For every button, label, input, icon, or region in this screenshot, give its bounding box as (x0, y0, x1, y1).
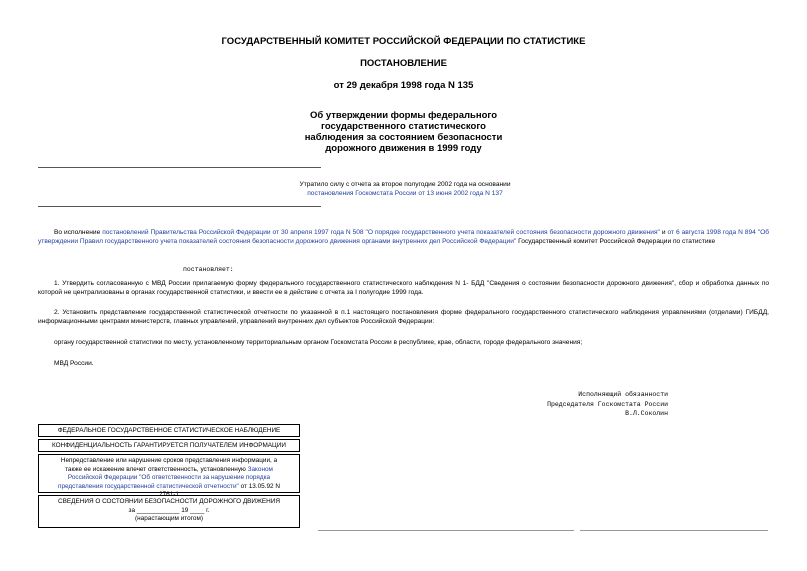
form-rule-right (580, 530, 768, 531)
form-rule-middle (318, 530, 574, 531)
title-line: Об утверждении формы федерального (309, 110, 498, 121)
intro-text: и (659, 229, 668, 236)
signature-organization: Председателя Госкомстата России (547, 400, 668, 408)
report-period: за ____________ 19 ____ г. (128, 506, 210, 514)
intro-text: Во исполнение (54, 229, 103, 236)
signature-name: В.Л.Соколин (625, 410, 668, 417)
document-title (0, 110, 807, 154)
form-box-federal-observation (38, 424, 300, 437)
signature-block (468, 390, 668, 419)
form-box-text: от 13.05.92 N 2761-1 (159, 482, 280, 499)
form-box-text: Непредставление или нарушение сроков представления информации, а также ее искажение влечет ответственность, установленную (60, 457, 278, 473)
clause-2: 2. Установить представление государственной статистической отчетности по указанной в п.1 настоящего постановления форме федерального государственного статистического наблюдения управлениями (отделами) ГИБДД, информационными центрами министерств, главных управлений, управлений внутренних дел субъектов Российской Федерации: (38, 309, 769, 326)
clause-1: 1. Утвердить согласованную с МВД России прилагаемую форму федерального государственного статистического наблюдения N 1- БДД "Сведения о состоянии безопасности дорожного движения", сбор и обработка данных по которой не централизованы в органах государственной статистики, и ввести ее в действие с отчета за I полугодие 1999 года. (38, 280, 769, 297)
committee-heading: ГОСУДАРСТВЕННЫЙ КОМИТЕТ РОССИЙСКОЙ ФЕДЕРАЦИИ ПО СТАТИСТИКЕ (221, 36, 586, 47)
divider-bottom (38, 206, 321, 207)
form-box-confidentiality (38, 439, 300, 452)
title-line: государственного статистического (321, 121, 486, 132)
form-box-text: КОНФИДЕНЦИАЛЬНОСТЬ ГАРАНТИРУЕТСЯ ПОЛУЧАТЕЛЕМ ИНФОРМАЦИИ (52, 442, 286, 449)
form-box-liability (38, 454, 300, 499)
clause-2-recipient-1: органу государственной статистики по месту, установленному территориальным органом Госкомстата России в республике, крае, области, городе федерального значения; (54, 339, 583, 346)
status-note-text: Утратило силу с отчета за второе полугодие 2002 года на основании (299, 181, 511, 188)
date-and-number: от 29 декабря 1998 года N 135 (333, 80, 474, 91)
report-period-note: (нарастающим итогом) (135, 515, 203, 523)
divider-top (38, 167, 321, 168)
status-note (240, 180, 570, 198)
clause-2-recipient-2: МВД России. (54, 360, 94, 367)
document-type: ПОСТАНОВЛЕНИЕ (360, 58, 447, 69)
intro-paragraph (38, 228, 769, 246)
signature-position: Исполняющий обязанности (578, 391, 668, 398)
form-box-report-title (38, 495, 300, 528)
resolves-label: постановляет: (183, 266, 234, 273)
government-decree-link-1[interactable]: постановлений Правительства Российской Федерации от 30 апреля 1997 года N 508 "О порядке государственного учета показателей состояния безопасности дорожного движения" (102, 229, 660, 236)
report-title: СВЕДЕНИЯ О СОСТОЯНИИ БЕЗОПАСНОСТИ ДОРОЖНОГО ДВИЖЕНИЯ (58, 498, 280, 505)
title-line: наблюдения за состоянием безопасности (304, 132, 503, 143)
federal-law-link[interactable]: Законом Российской Федерации "Об ответственности за нарушение порядка представления государственной статистической отчетности" (58, 465, 273, 490)
form-box-text: ФЕДЕРАЛЬНОЕ ГОСУДАРСТВЕННОЕ СТАТИСТИЧЕСКОЕ НАБЛЮДЕНИЕ (57, 427, 281, 434)
intro-text: Государственный комитет Российской Федерации по статистике (516, 238, 716, 246)
title-line: дорожного движения в 1999 году (325, 143, 482, 154)
status-note-link[interactable]: постановления Госкомстата России от 13 июня 2002 года N 137 (307, 190, 503, 197)
government-decree-link-2[interactable]: от 6 августа 1998 года N 894 "Об утверждении Правил государственного учета показателей состояния безопасности дорожного движения органами внутренних дел Российской Федерации" (38, 229, 769, 246)
